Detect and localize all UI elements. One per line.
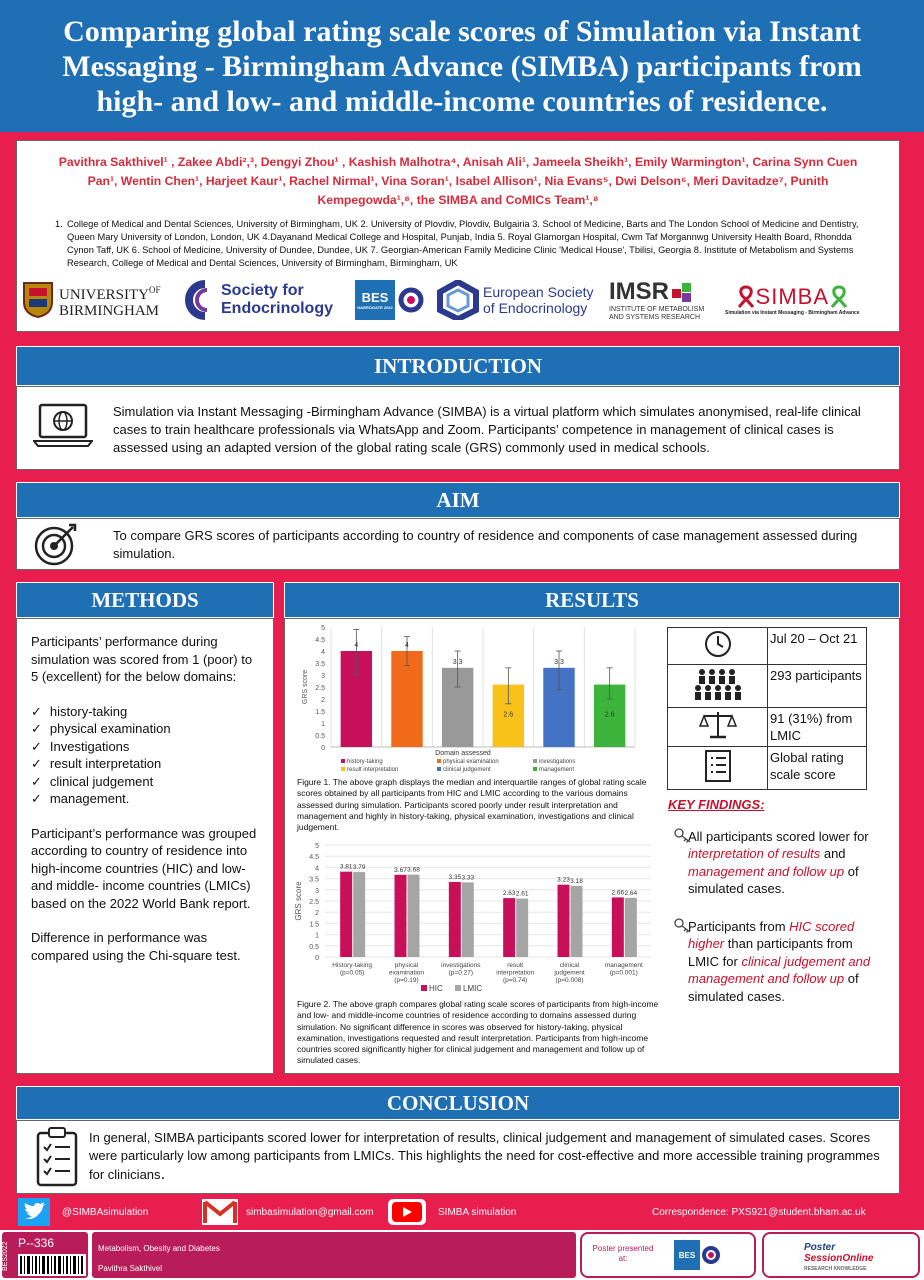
simba-logo <box>725 277 860 323</box>
finding-highlight: management and follow up <box>688 863 845 879</box>
bar <box>612 897 624 957</box>
key-findings <box>668 796 878 1005</box>
introduction-heading: INTRODUCTION <box>16 346 900 386</box>
legend-entry: history-taking <box>347 759 383 765</box>
x-tick-label: (p=0.008) <box>555 977 584 984</box>
bar <box>558 885 570 957</box>
legend-entry: clinical judgement <box>443 767 491 773</box>
legend-swatch <box>341 767 345 771</box>
legend-swatch <box>341 759 345 763</box>
target-icon <box>33 521 79 567</box>
people-icon <box>668 665 768 708</box>
sfe-name-1: Society for <box>221 282 304 299</box>
bottom-bar <box>0 1230 924 1280</box>
data-label: 3.35 <box>448 873 462 881</box>
email-address: simbasimulation@gmail.com <box>246 1206 374 1218</box>
key-findings-title: KEY FINDINGS: <box>668 797 765 812</box>
bar <box>353 872 365 957</box>
bar <box>625 898 637 957</box>
y-tick-label: 4 <box>321 649 325 656</box>
methods-heading: METHODS <box>16 582 274 618</box>
y-tick-label: 2 <box>315 910 319 918</box>
imsr-logo <box>609 277 704 323</box>
x-tick-label: interpretation <box>496 969 535 977</box>
authors-panel <box>16 140 900 332</box>
email-link[interactable] <box>202 1198 373 1226</box>
legend-swatch <box>437 759 441 763</box>
x-tick-label: judgement <box>554 969 585 977</box>
y-tick-label: 0.5 <box>309 943 319 951</box>
sfe-name-2: Endocrinology <box>221 300 333 317</box>
bar <box>340 872 352 957</box>
introduction-text: Simulation via Instant Messaging -Birmingham Advance (SIMBA) is a virtual platform which simulates anonymised, real-life clinical cases to train healthcare professionals via WhatsApp and Zoom. Participants’ competence in management of clinical cases is assessed using an adapted version of the global rating scale (GRS) commonly used in medical schools. <box>113 404 861 455</box>
y-tick-label: 3.5 <box>315 661 325 668</box>
y-tick-label: 5 <box>321 625 325 632</box>
ese-name-1: European Society <box>483 284 594 300</box>
logo-strip <box>17 277 899 327</box>
y-tick-label: 4.5 <box>315 637 325 644</box>
barcode-icon <box>18 1254 86 1276</box>
clock-icon <box>668 628 768 665</box>
ese-hexagon-icon <box>437 280 479 320</box>
uob-name-1: UNIVERSITY <box>59 286 149 303</box>
y-tick-label: 0.5 <box>315 733 325 740</box>
poster-id-block <box>2 1232 88 1278</box>
figure1-caption: Figure 1. The above graph displays the median and interquartile ranges of global rating scale scores obtained by all participants from HIC and LMIC according to the various domains assessed during simulation. Participants scored poorly under result interpretation and management and highly in history-taking, physical examination, investigations and clinical judgement. <box>297 777 647 833</box>
legend-swatch <box>533 759 537 763</box>
y-axis-label: GRS score <box>302 669 309 705</box>
data-label: 3.33 <box>461 874 475 882</box>
y-tick-label: 3.5 <box>309 876 319 884</box>
data-label: 3.67 <box>394 866 407 874</box>
legend-swatch <box>437 767 441 771</box>
y-tick-label: 3 <box>315 887 319 895</box>
summary-lmic: 91 (31%) from LMIC <box>768 708 867 747</box>
sfe-ring-icon <box>185 280 219 320</box>
bes-subtext: HARROGATE 2022 <box>357 305 393 310</box>
data-label: 2.6 <box>604 711 615 719</box>
summary-row <box>668 628 867 665</box>
data-label: 3.3 <box>554 658 564 666</box>
data-label: 2.66 <box>611 889 625 897</box>
figure2-caption: Figure 2. The above graph compares global rating scale scores of participants from high-income and low- and middle-income countries of residence according to domains assessed during simulation. No significant difference in scores was observed for history-taking, physical examination, investigations requested and result interpretation. Participants from high-income countries scored significantly higher for clinical judgement and management and follow up of simulated cases. <box>297 999 659 1066</box>
x-axis-label: Domain assessed <box>435 750 491 757</box>
y-tick-label: 4.5 <box>309 854 319 862</box>
domain-item: ✓ history-taking <box>31 703 259 721</box>
youtube-icon <box>388 1199 426 1225</box>
data-label: 3.3 <box>452 658 463 666</box>
data-label: 3.79 <box>352 864 366 872</box>
bar <box>571 886 583 957</box>
y-tick-label: 1.5 <box>309 921 319 929</box>
bes-ring-icon <box>398 287 424 313</box>
ese-logo <box>437 277 594 323</box>
x-tick-label: (p=0.19) <box>394 977 419 984</box>
domain-item: ✓ clinical judgement <box>31 773 259 791</box>
domain-item: ✓ physical examination <box>31 720 259 738</box>
x-tick-label: examination <box>388 969 425 977</box>
y-tick-label: 1 <box>315 932 319 940</box>
legend-entry: result interpretation <box>347 767 399 773</box>
finding-highlight: clinical judgement and management and follow up <box>688 953 871 986</box>
conclusion-period: . <box>160 1164 166 1183</box>
summary-row <box>668 708 867 747</box>
twitter-link[interactable] <box>18 1198 148 1226</box>
key-icon <box>674 918 692 934</box>
domain-list <box>31 703 259 808</box>
x-tick-label: (p=0.27) <box>448 969 474 977</box>
y-tick-label: 0 <box>321 745 325 752</box>
y-tick-label: 5 <box>315 843 319 850</box>
legend-entry: physical examination <box>443 759 499 765</box>
presented-at-2: at: <box>618 1254 628 1263</box>
finding-text: and <box>820 846 846 861</box>
bes-small-logo: BES <box>674 1240 700 1270</box>
uob-name-2: BIRMINGHAM <box>59 302 160 319</box>
presenter-name: Pavithra Sakthivel <box>98 1264 163 1273</box>
simba-text: SIMBA <box>755 284 830 309</box>
poster-category: Metabolism, Obesity and Diabetes <box>98 1244 220 1253</box>
conclusion-heading: CONCLUSION <box>16 1086 900 1120</box>
uob-of: OF <box>149 284 161 295</box>
checklist-icon <box>668 747 768 790</box>
y-tick-label: 2.5 <box>309 899 319 906</box>
y-tick-label: 3 <box>321 673 325 680</box>
finding-text: of simulated cases. <box>688 971 859 1004</box>
scales-icon <box>668 708 768 747</box>
x-tick-label: physical <box>394 962 419 969</box>
methods-stats-test: Difference in performance was compared using the Chi-square test. <box>31 930 241 963</box>
data-label: 2.61 <box>515 890 529 898</box>
ribbon-icon <box>736 285 756 309</box>
aim-text: To compare GRS scores of participants according to country of residence and components of case management assessed during simulation. <box>113 528 858 561</box>
poster-code: BES2022 <box>2 1241 9 1271</box>
key-icon <box>674 828 692 844</box>
uob-logo <box>23 277 161 323</box>
summary-outcome: Global rating scale score <box>768 747 867 790</box>
finding-1 <box>668 828 878 898</box>
legend-entry: investigations <box>539 759 576 765</box>
bes-text: BES <box>361 290 389 305</box>
author-list: Pavithra Sakthivel¹ , Zakee Abdi²,³, Dengyi Zhou¹ , Kashish Malhotra⁴, Anisah Ali¹, Jameela Sheikh¹, Emily Warmington¹, Carina Synn Cuen Pan¹, Wentin Chen¹, Harjeet Kaur¹, Rachel Nirmal¹, Vina Soran¹, Isabel Allison¹, Nia Evans⁵, Dwi Delson⁶, Meri Davitadze⁷, Punith Kempegowda¹,⁸, the SIMBA and CoMICs Team¹,⁸ <box>58 155 858 207</box>
category-block <box>92 1232 576 1278</box>
data-label: 2.6 <box>503 711 514 719</box>
y-tick-label: 1.5 <box>315 709 325 716</box>
aim-panel <box>16 518 900 570</box>
twitter-icon <box>18 1198 50 1226</box>
imsr-sub-1: INSTITUTE OF METABOLISM <box>609 306 705 313</box>
poster-title: Comparing global rating scale scores of Simulation via Instant Messaging - Birmingham Advance (SIMBA) participants from high- and low- and middle-income countries of residence. <box>62 14 862 118</box>
x-tick-label: investigations <box>441 962 481 969</box>
uob-crest-icon <box>23 282 53 318</box>
bar <box>462 882 474 957</box>
bar <box>503 898 515 957</box>
y-tick-label: 2 <box>321 697 325 704</box>
x-tick-label: clinical <box>559 962 580 969</box>
data-label: 4 <box>354 642 359 649</box>
y-tick-label: 0 <box>315 955 319 962</box>
y-tick-label: 4 <box>315 865 319 873</box>
data-label: 3.68 <box>407 866 420 874</box>
sfe-logo <box>185 277 333 323</box>
y-axis-label: GRS score <box>294 881 303 921</box>
clipboard-icon <box>35 1125 79 1187</box>
youtube-channel: SIMBA simulation <box>438 1206 517 1218</box>
finding-2 <box>668 918 878 1006</box>
affiliation-text: College of Medical and Dental Sciences, University of Birmingham, UK 2. University of Plovdiv, Plovdiv, Bulgairia 3. School of Medicine, Barts and The London School of Medicine and Dentistry, Queen Mary University of London, London, UK 4.Dayanand Medical College and Hospital, Punjab, India 5. Royal Glamorgan Hospital, Cwm Taf Morgannwg University Health Board, Rhondda Cynon Taff, UK 6. School of Medicine, University of Dundee, Dundee, UK 7. Georgian-American Family Medicine Clinic 'Medical House', Tbilisi, Georgia 8. Institute of Metabolism and Systems Research, College of Medical and Dental Sciences, University of Birmingham, Birmingham, UK <box>67 219 859 268</box>
finding-text: Participants from <box>688 918 790 934</box>
summary-row <box>668 665 867 708</box>
study-summary-table <box>667 627 867 790</box>
data-label: 2.63 <box>502 890 516 898</box>
psol-2: SessionOnline <box>804 1253 874 1264</box>
affiliations <box>17 210 899 270</box>
gmail-icon <box>202 1199 238 1225</box>
data-label: 3.18 <box>570 877 583 885</box>
imsr-sub-2: AND SYSTEMS RESEARCH <box>609 314 701 321</box>
domain-item: ✓ management. <box>31 790 259 808</box>
data-label: 2.64 <box>624 889 638 897</box>
imsr-text: IMSR <box>609 278 669 305</box>
finding-highlight: HIC scored higher <box>688 918 855 951</box>
imsr-cubes-icon <box>671 281 693 303</box>
conclusion-panel <box>16 1120 900 1194</box>
bar <box>516 899 528 957</box>
methods-panel <box>16 618 274 1074</box>
ese-name-2: of Endocrinology <box>483 300 588 316</box>
y-tick-label: 1 <box>321 721 325 728</box>
data-label: 3.81 <box>339 863 353 871</box>
simba-subtext: Simulation via Instant Messaging - Birmingham Advance <box>725 310 860 316</box>
affiliation-number: 1. <box>55 219 63 229</box>
bes-logo <box>355 277 424 323</box>
bes-small-ring-icon <box>702 1246 720 1264</box>
data-label: 3.23 <box>557 876 570 884</box>
chart-domain-scores <box>295 621 645 781</box>
x-tick-label: (p=0.74) <box>502 977 528 984</box>
introduction-panel <box>16 386 900 470</box>
legend-entry: LMIC <box>463 984 483 993</box>
chart-hic-vs-lmic <box>289 839 659 999</box>
psol-3: RESEARCH KNOWLEDGE <box>804 1266 867 1272</box>
legend-entry: HIC <box>429 984 443 993</box>
summary-row <box>668 747 867 790</box>
youtube-link[interactable] <box>388 1198 516 1226</box>
poster-id: P--336 <box>18 1236 55 1250</box>
x-tick-label: result <box>507 962 524 969</box>
methods-grouping: Participant’s performance was grouped according to country of residence into high-income countries (HIC) and low- and middle- income countries (LMICs) based on the 2022 World Bank report. <box>31 825 257 911</box>
conclusion-text: In general, SIMBA participants scored lower for interpretation of results, clinical judgement and management of simulated cases. Scores were particularly low among participants from LMICs. This highlights the need for cost-effective and more accessible training programmes for clinicians <box>89 1130 880 1182</box>
twitter-handle: @SIMBAsimulation <box>62 1206 149 1218</box>
poster-session-online-block <box>762 1232 920 1278</box>
bar <box>395 875 407 957</box>
finding-text: than participants from LMIC for <box>688 936 853 969</box>
x-tick-label: History-taking <box>332 962 373 969</box>
presented-at-1: Poster presented <box>592 1244 654 1253</box>
legend-entry: management <box>539 767 575 773</box>
bar <box>449 882 461 957</box>
legend-swatch <box>455 985 461 991</box>
domain-item: ✓ result interpretation <box>31 755 259 773</box>
correspondence: Correspondence: PXS921@student.bham.ac.uk <box>652 1206 866 1218</box>
bar <box>408 875 420 957</box>
x-tick-label: (p=0.05) <box>339 969 365 977</box>
x-tick-label: management <box>604 962 643 969</box>
psol-1: Poster <box>804 1242 836 1253</box>
summary-period: Jul 20 – Oct 21 <box>768 628 867 665</box>
finding-text: of simulated cases. <box>688 863 859 896</box>
presented-at-block <box>580 1232 756 1278</box>
methods-intro: Participants’ performance during simulation was scored from 1 (poor) to 5 (excellent) for the below domains: <box>31 634 253 684</box>
finding-highlight: interpretation of results <box>688 846 821 861</box>
x-tick-label: (p=0.001) <box>609 969 638 977</box>
results-heading: RESULTS <box>284 582 900 618</box>
finding-text: All participants scored lower for <box>688 828 869 844</box>
y-tick-label: 2.5 <box>315 685 325 692</box>
data-label: 4 <box>405 642 409 649</box>
summary-participants: 293 participants <box>768 665 867 708</box>
laptop-globe-icon <box>33 403 93 447</box>
title-banner <box>0 0 924 132</box>
legend-swatch <box>533 767 537 771</box>
legend-swatch <box>421 985 427 991</box>
domain-item: ✓ Investigations <box>31 738 259 756</box>
aim-heading: AIM <box>16 482 900 518</box>
ribbon-green-icon <box>829 285 849 309</box>
